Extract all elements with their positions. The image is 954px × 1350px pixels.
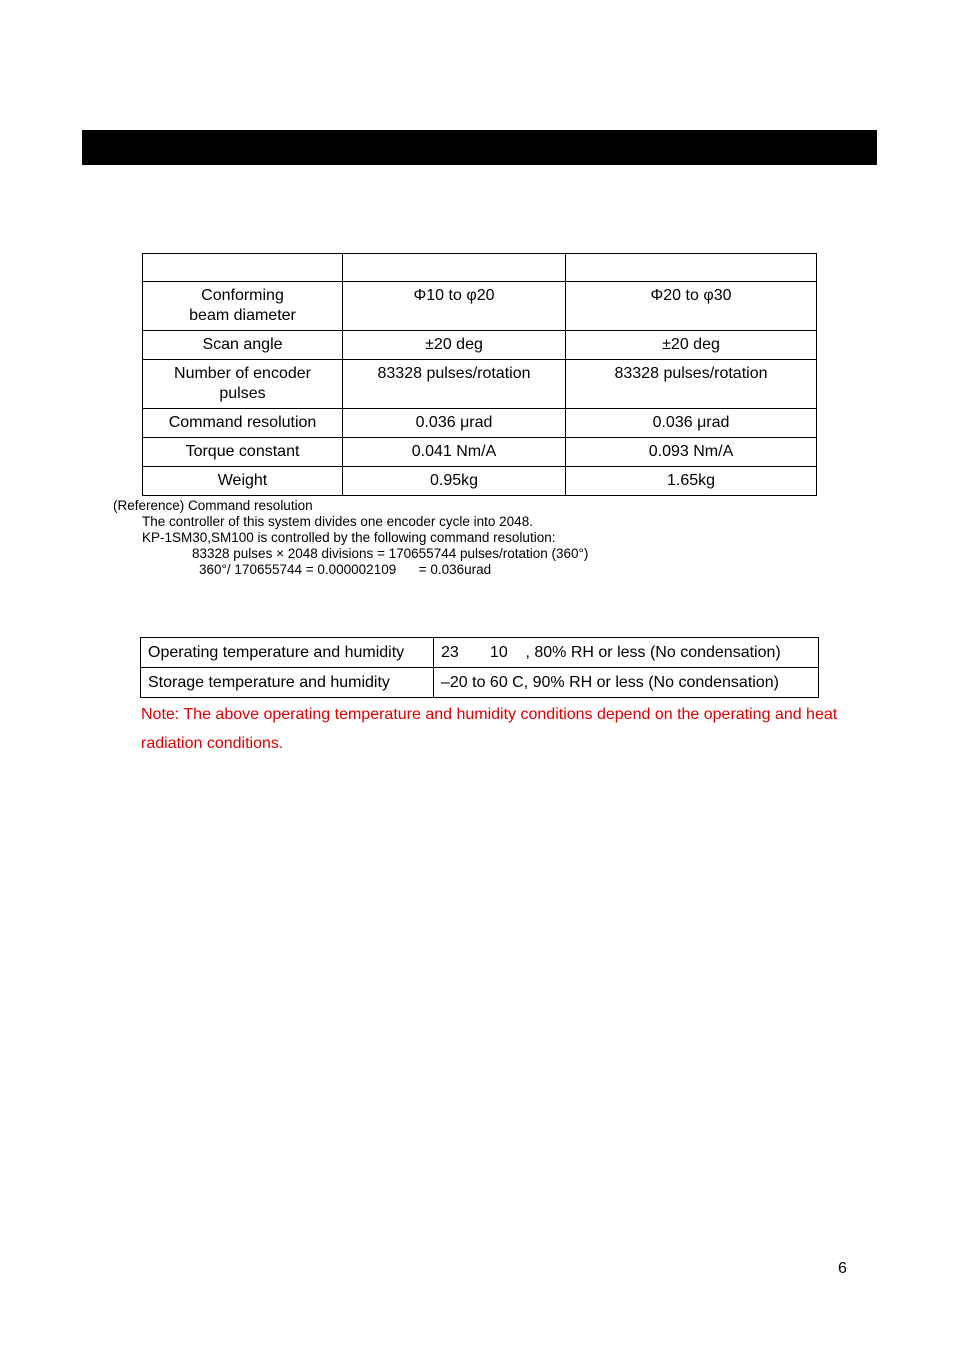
row-label: Torque constant	[143, 438, 343, 467]
row-label: Command resolution	[143, 409, 343, 438]
row-label: Operating temperature and humidity	[141, 638, 434, 668]
table-cell: 1.65kg	[566, 467, 817, 496]
section-header-bar	[82, 130, 877, 165]
table-cell: 0.95kg	[343, 467, 566, 496]
table-row	[143, 467, 817, 496]
header-cell	[343, 254, 566, 282]
row-label: Storage temperature and humidity	[141, 668, 434, 698]
specification-table	[142, 253, 817, 496]
table-cell: 0.041 Nm/A	[343, 438, 566, 467]
table-cell: ±20 deg	[343, 331, 566, 360]
table-header-row	[143, 254, 817, 282]
table-cell: 0.036 μrad	[566, 409, 817, 438]
reference-line: 360°/ 170655744 = 0.000002109 = 0.036urad	[199, 562, 492, 577]
table-cell: ±20 deg	[566, 331, 817, 360]
reference-line: KP-1SM30,SM100 is controlled by the following command resolution:	[142, 530, 556, 545]
table-row	[141, 668, 819, 698]
table-cell: Φ20 to φ30	[566, 282, 817, 331]
reference-line: The controller of this system divides one encoder cycle into 2048.	[142, 514, 533, 529]
header-cell	[566, 254, 817, 282]
reference-title: (Reference) Command resolution	[113, 498, 313, 513]
environment-table	[140, 637, 819, 698]
table-cell: 0.036 μrad	[343, 409, 566, 438]
header-cell	[143, 254, 343, 282]
table-row	[143, 438, 817, 467]
table-cell: 0.093 Nm/A	[566, 438, 817, 467]
table-row	[143, 360, 817, 409]
table-row	[141, 638, 819, 668]
table-cell: 83328 pulses/rotation	[343, 360, 566, 409]
row-label: Conforming beam diameter	[143, 282, 343, 331]
table-row	[143, 331, 817, 360]
reference-line: 83328 pulses × 2048 divisions = 170655744 pulses/rotation (360°)	[192, 546, 589, 561]
table-row	[143, 282, 817, 331]
table-cell: –20 to 60 C, 90% RH or less (No condensation)	[434, 668, 819, 698]
condition-note: Note: The above operating temperature and humidity conditions depend on the operating and heat radiation conditions.	[141, 706, 838, 752]
table-cell: 23 10 , 80% RH or less (No condensation)	[434, 638, 819, 668]
page-number: 6	[838, 1260, 847, 1277]
row-label: Scan angle	[143, 331, 343, 360]
table-row	[143, 409, 817, 438]
table-cell: Φ10 to φ20	[343, 282, 566, 331]
row-label: Weight	[143, 467, 343, 496]
table-cell: 83328 pulses/rotation	[566, 360, 817, 409]
row-label: Number of encoder pulses	[143, 360, 343, 409]
